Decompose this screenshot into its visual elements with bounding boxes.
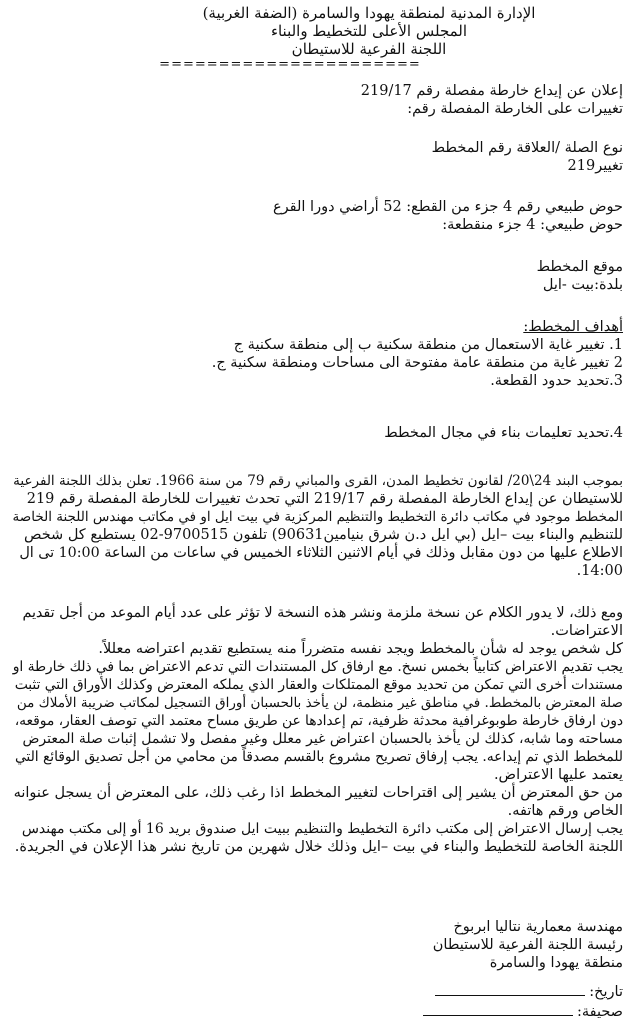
location-block	[13, 258, 623, 294]
footer-block	[323, 982, 623, 1022]
objection-line-1: ومع ذلك، لا يدور الكلام عن نسخة ملزمة ونشر هذه النسخة لا تؤثر على عدد أيام الموعد من أجل تقديم	[22, 605, 623, 621]
goal-item-2: 2 تغيير غاية من منطقة عامة مفتوحة الى مساحات ومنطقة سكنية ج.	[211, 355, 623, 371]
deposit-line-3: المخطط موجود في مكاتب دائرة التخطيط والتنظيم المركزية في بيت ايل او في مكاتب مهندس اللجنة الخاصة	[12, 509, 623, 525]
objection-line-8: مساحته وما شابه، كذلك لن يأخذ بالحسبان اعتراض غير معلل وغير مفصل ولا تشمل إثبات صلة المعترض	[22, 731, 623, 747]
relation-block	[13, 139, 623, 175]
relation-value: تغيير219	[567, 158, 623, 174]
deposit-line-1: بموجب البند 24\20/ لقانون تخطيط المدن، القرى والمباني رقم 79 من سنة 1966. تعلن بذلك اللجنة الفرعية	[13, 473, 623, 489]
objection-paragraph	[13, 604, 623, 856]
relation-label: نوع الصلة /العلاقة رقم المخطط	[431, 140, 623, 156]
date-row	[323, 982, 623, 1002]
parcels-line-1: حوض طبيعي رقم 4 جزء من القطع: 52 أراضي دورا القرع	[273, 199, 623, 215]
notice-subtitle: تغييرات على الخارطة المفصلة رقم:	[407, 101, 623, 117]
goal-item-4: 4.تحديد تعليمات بناء في مجال المخطط	[384, 425, 623, 441]
goal-item-4-block	[13, 424, 623, 442]
objection-line-5: مستندات أخرى التي تمكن من تحديد موقع الممتلكات والعقار الذي يملكه المعترض وكذلك الأوراق التي تثبت	[14, 677, 623, 693]
newspaper-row	[323, 1002, 623, 1022]
parcels-line-2: حوض طبيعي: 4 جزء منقطعة:	[442, 217, 623, 233]
deposit-line-6: 14:00.	[576, 563, 623, 579]
goal-item-1: 1. تغيير غاية الاستعمال من منطقة سكنية ب إلى منطقة سكنية ج	[233, 337, 623, 353]
objection-line-14: اللجنة الخاصة للتخطيط والبناء في بيت –ايل وذلك خلال شهرين من تاريخ نشر هذا الإعلان في الجريدة.	[14, 839, 623, 855]
deposit-line-4: للتنظيم والبناء بيت –ايل (بي ايل د.ن شرق بنيامين90631) تلفون 9700515-02 يستطيع كل شخص	[23, 527, 623, 543]
signature-name: مهندسة معمارية نتاليا ابربوخ	[453, 919, 623, 935]
objection-line-9: للمخطط الذي تم إيداعه. يجب إرفاق تصريح مشروع بالقسم مصدقاً من محامي من أجل تصديق الوقائع التي	[14, 749, 623, 765]
deposit-paragraph	[13, 472, 623, 580]
date-label: تاريخ:	[589, 984, 623, 1000]
header-council: المجلس الأعلى للتخطيط والبناء	[270, 22, 468, 40]
objection-line-3: كل شخص يوجد له شأن بالمخطط ويجد نفسه متضرراً منه يستطيع تقديم اعتراضه معللاً.	[98, 641, 623, 657]
objection-line-10: يعتمد عليها الاعتراض.	[493, 767, 623, 783]
document-header	[159, 4, 579, 58]
newspaper-blank	[423, 1003, 573, 1016]
signature-role: رئيسة اللجنة الفرعية للاستيطان	[432, 937, 623, 953]
objection-line-13: يجب إرسال الاعتراض إلى مكتب دائرة التخطيط والتنظيم ببيت ايل صندوق بريد 16 أو إلى مكتب مهندس	[21, 821, 623, 837]
deposit-line-5: الاطلاع عليها من دون مقابل وذلك في أيام الاثنين الثلاثاء الخميس في ساعات من الساعة 10:00 تى ال	[19, 545, 623, 561]
notice-title: إعلان عن إيداع خارطة مفصلة رقم 219/17	[360, 83, 623, 99]
header-committee: اللجنة الفرعية للاستيطان	[291, 40, 447, 58]
signature-block	[323, 918, 623, 972]
parcels-block	[13, 198, 623, 234]
goals-heading: أهداف المخطط:	[523, 319, 623, 335]
goal-item-3: 3.تحديد حدود القطعة.	[490, 373, 623, 389]
objection-line-7: دون ارفاق خارطة طوبوغرافية محدثة ظرفية، تم إعدادها عن طريق مساح معتمد التي توصف العقار، موقعه،	[14, 713, 623, 729]
newspaper-label: صحيفة:	[576, 1004, 623, 1020]
objection-line-12: الخاص ورقم هاتفه.	[507, 803, 623, 819]
objection-line-6: صلة المعترض بالمخطط. في مناطق غير منظمة، لن يأخذ بالحسبان أوراق التسجيل لمكاتب ضريبة الأملاك من	[16, 695, 623, 711]
header-separator: ======================	[159, 58, 421, 72]
notice-title-block	[13, 82, 623, 118]
location-label: موقع المخطط	[536, 259, 623, 275]
deposit-line-2: للاستيطان عن إيداع الخارطة المفصلة رقم 219/17 التي تحدث تغييرات للخارطة المفصلة رقم 219	[26, 491, 623, 507]
objection-line-4: يجب تقديم الاعتراض كتابياً بخمس نسخ. مع ارفاق كل المستندات التي تدعم الاعتراض بما في ذلك خارطة او	[12, 659, 623, 675]
header-authority: الإدارة المدنية لمنطقة يهودا والسامرة (الضفة الغربية)	[202, 4, 536, 22]
date-blank	[435, 983, 585, 996]
goals-block	[13, 318, 623, 390]
objection-line-11: من حق المعترض أن يشير إلى اقتراحات لتغيير المخطط اذا رغب ذلك، على المعترض أن يسجل عنوانه	[13, 785, 623, 801]
signature-region: منطقة يهودا والسامرة	[489, 955, 623, 971]
objection-line-2: الاعتراضات.	[550, 623, 623, 639]
location-value: بلدة:بيت -ايل	[542, 277, 623, 293]
